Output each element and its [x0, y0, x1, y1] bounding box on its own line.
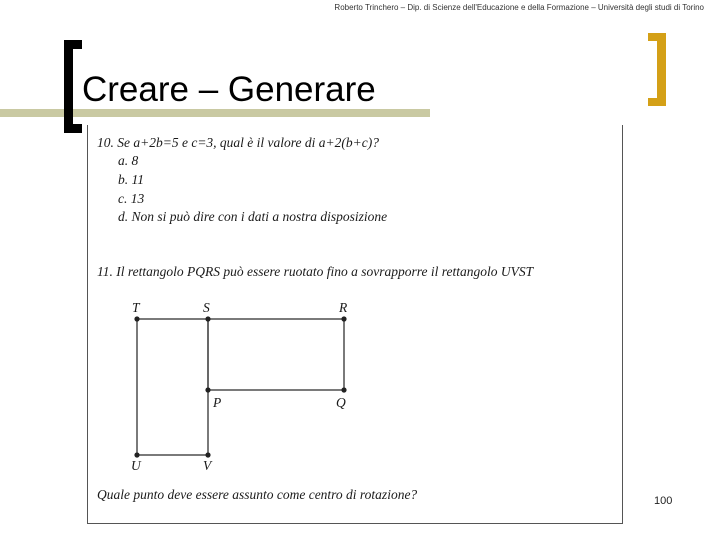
- question-11-followup: Quale punto deve essere assunto come centro di rotazione?: [97, 487, 418, 502]
- point-p: [205, 387, 210, 392]
- label-u: U: [131, 458, 141, 473]
- title-left-bracket: [64, 40, 82, 133]
- point-r: [341, 316, 346, 321]
- rectangles-diagram: [100, 292, 370, 477]
- rectangle-uvst: [137, 319, 208, 455]
- point-t: [134, 316, 139, 321]
- rectangle-pqrs: [208, 319, 344, 390]
- label-t: T: [132, 300, 140, 315]
- point-v: [205, 452, 210, 457]
- point-q: [341, 387, 346, 392]
- page-number: 100: [654, 495, 673, 507]
- question-11-prompt: 11. Il rettangolo PQRS può essere ruotato fino a sovrapporre il rettangolo UVST: [97, 264, 534, 279]
- point-u: [134, 452, 139, 457]
- point-s: [205, 316, 210, 321]
- header-credit: Roberto Trinchero – Dip. di Scienze dell'Educazione e della Formazione – Università degli studi di Torino: [334, 3, 704, 12]
- label-p: P: [213, 395, 222, 410]
- title-right-bracket: [648, 33, 666, 106]
- label-s: S: [203, 300, 210, 315]
- label-r: R: [339, 300, 348, 315]
- slide-title: Creare – Generare: [82, 70, 376, 109]
- question-10-option-b: b. 11: [118, 172, 144, 187]
- label-q: Q: [336, 395, 346, 410]
- question-10-option-a: a. 8: [118, 153, 139, 168]
- question-10-option-c: c. 13: [118, 191, 145, 206]
- question-10-option-d: d. Non si può dire con i dati a nostra disposizione: [118, 209, 388, 224]
- question-10-prompt: 10. Se a+2b=5 e c=3, qual è il valore di a+2(b+c)?: [97, 135, 379, 150]
- label-v: V: [203, 458, 212, 473]
